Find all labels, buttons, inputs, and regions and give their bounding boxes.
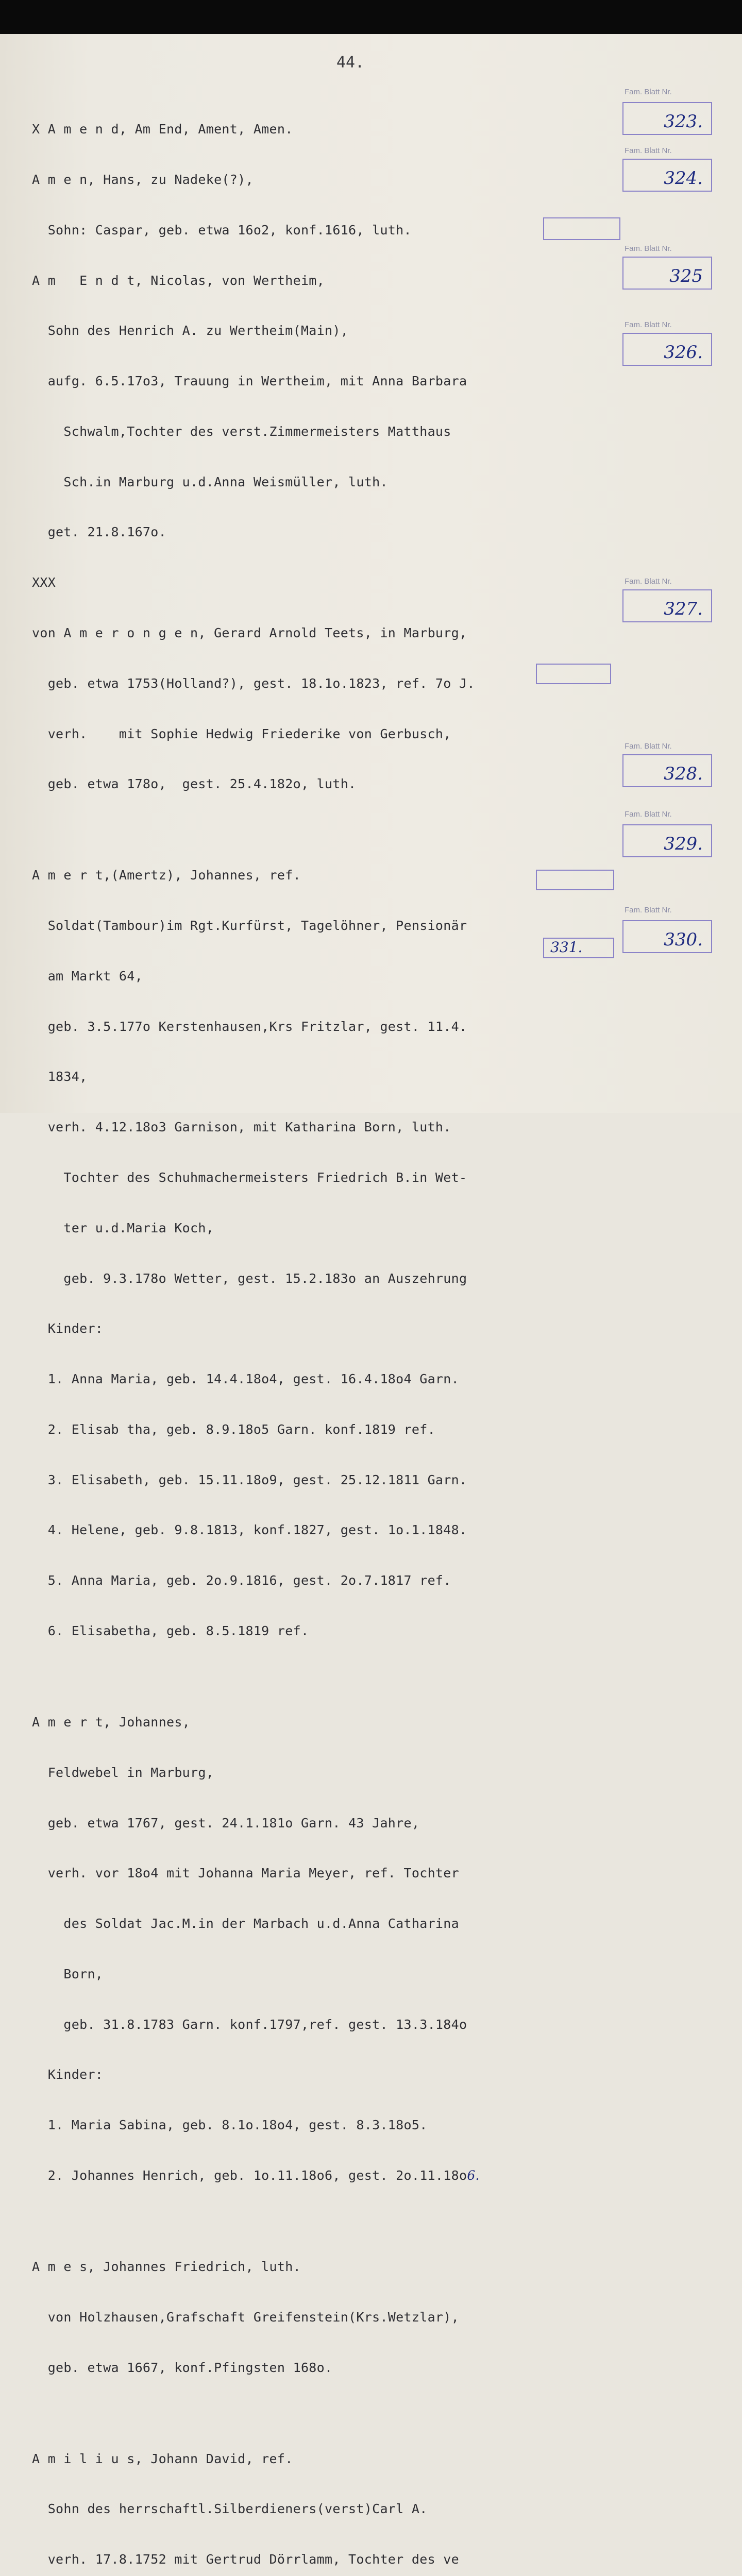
text-line: ter u.d.Maria Koch,	[32, 1220, 214, 1235]
text-line: Kinder:	[32, 1321, 104, 1336]
fam-blatt-number: 323.	[664, 111, 703, 132]
text-segment: 2. Johannes Henrich, geb. 1o.11.18o6, gest. 2o.11.18o	[32, 2168, 467, 2183]
text-line: get. 21.8.167o.	[32, 524, 166, 540]
text-line: aufg. 6.5.17o3, Trauung in Wertheim, mit Anna Barbara	[32, 374, 467, 389]
fam-blatt-number: 324.	[664, 168, 703, 189]
text-line: geb. 31.8.1783 Garn. konf.1797,ref. gest. 13.3.184o	[32, 2016, 467, 2032]
fam-blatt-label: Fam. Blatt Nr.	[625, 742, 672, 751]
text-line: 2. Elisab tha, geb. 8.9.18o5 Garn. konf.1819 ref.	[32, 1421, 435, 1437]
text-line: des Soldat Jac.M.in der Marbach u.d.Anna Catharina	[32, 1916, 459, 1931]
fam-blatt-box	[622, 754, 712, 787]
text-line: 1. Anna Maria, geb. 14.4.18o4, gest. 16.4.18o4 Garn.	[32, 1371, 459, 1387]
text-line: am Markt 64,	[32, 968, 143, 984]
text-line: verh. mit Sophie Hedwig Friederike von Gerbusch,	[32, 726, 451, 741]
fam-blatt-box	[622, 102, 712, 135]
fam-blatt-box	[622, 257, 712, 290]
fam-blatt-label: Fam. Blatt Nr.	[625, 906, 672, 914]
text-line: 1. Maria Sabina, geb. 8.1o.18o4, gest. 8.3.18o5.	[32, 2117, 428, 2133]
top-black-border	[0, 0, 742, 34]
fam-blatt-number: 326.	[664, 342, 703, 363]
fam-blatt-box	[622, 589, 712, 622]
text-line: 3. Elisabeth, geb. 15.11.18o9, gest. 25.12.1811 Garn.	[32, 1472, 467, 1487]
text-line: verh. 4.12.18o3 Garnison, mit Katharina Born, luth.	[32, 1120, 451, 1135]
text-line: Sch.in Marburg u.d.Anna Weismüller, luth.	[32, 474, 388, 489]
fam-blatt-box	[622, 333, 712, 366]
text-line: XXX	[32, 575, 56, 590]
text-line: Sohn des Henrich A. zu Wertheim(Main),	[32, 323, 349, 338]
text-line: Tochter des Schuhmachermeisters Friedrich B.in Wet-	[32, 1170, 467, 1185]
fam-blatt-number: 325	[669, 266, 703, 286]
fam-blatt-number: 330.	[664, 929, 703, 950]
text-line: Sohn des herrschaftl.Silberdieners(verst)Carl A.	[32, 2501, 428, 2517]
fam-blatt-label: Fam. Blatt Nr.	[625, 88, 672, 96]
fam-blatt-number: 327.	[664, 599, 703, 619]
fam-blatt-label: Fam. Blatt Nr.	[625, 810, 672, 819]
page-number: 44.	[336, 54, 365, 72]
text-line: X A m e n d, Am End, Ament, Amen.	[32, 122, 293, 137]
text-line: A m e s, Johannes Friedrich, luth.	[32, 2259, 301, 2274]
inline-reference-number: 331.	[550, 939, 583, 956]
text-line	[32, 2167, 609, 2184]
text-line: Schwalm,Tochter des verst.Zimmermeisters Matthaus	[32, 423, 451, 439]
text-line: A m e r t,(Amertz), Johannes, ref.	[32, 868, 301, 883]
text-line: geb. etwa 1667, konf.Pfingsten 168o.	[32, 2360, 333, 2375]
text-line: A m e r t, Johannes,	[32, 1715, 191, 1730]
text-line: von Holzhausen,Grafschaft Greifenstein(Krs.Wetzlar),	[32, 2309, 459, 2325]
fam-blatt-label: Fam. Blatt Nr.	[625, 244, 672, 253]
register-text	[32, 88, 609, 2576]
empty-reference-box	[543, 217, 620, 240]
empty-reference-box	[536, 870, 614, 890]
text-line: A m e n, Hans, zu Nadeke(?),	[32, 172, 254, 187]
text-line: geb. 9.3.178o Wetter, gest. 15.2.183o an Auszehrung	[32, 1270, 467, 1286]
empty-reference-box	[536, 664, 611, 684]
fam-blatt-box	[622, 159, 712, 192]
fam-blatt-label: Fam. Blatt Nr.	[625, 146, 672, 155]
text-line: 5. Anna Maria, geb. 2o.9.1816, gest. 2o.7.1817 ref.	[32, 1573, 451, 1588]
fam-blatt-number: 329.	[664, 834, 703, 854]
text-line: geb. etwa 178o, gest. 25.4.182o, luth.	[32, 776, 357, 792]
text-line: Born,	[32, 1966, 104, 1981]
text-line: 6. Elisabetha, geb. 8.5.1819 ref.	[32, 1623, 309, 1639]
fam-blatt-box	[622, 824, 712, 857]
fam-blatt-number: 328.	[664, 764, 703, 784]
text-line: Feldwebel in Marburg,	[32, 1765, 214, 1780]
text-line: verh. vor 18o4 mit Johanna Maria Meyer, ref. Tochter	[32, 1866, 459, 1881]
text-line: geb. etwa 1753(Holland?), gest. 18.1o.1823, ref. 7o J.	[32, 675, 475, 691]
handwritten-digit: 6.	[467, 2168, 480, 2183]
fam-blatt-label: Fam. Blatt Nr.	[625, 577, 672, 586]
text-line: 1834,	[32, 1069, 88, 1084]
inline-reference-box	[543, 938, 614, 958]
text-line: geb. 3.5.177o Kerstenhausen,Krs Fritzlar, gest. 11.4.	[32, 1019, 467, 1034]
text-line: 4. Helene, geb. 9.8.1813, konf.1827, gest. 1o.1.1848.	[32, 1522, 467, 1538]
text-line: A m E n d t, Nicolas, von Wertheim,	[32, 273, 325, 288]
text-line: verh. 17.8.1752 mit Gertrud Dörrlamm, Tochter des ve	[32, 2552, 459, 2567]
text-line: von A m e r o n g e n, Gerard Arnold Teets, in Marburg,	[32, 625, 467, 640]
text-line: Sohn: Caspar, geb. etwa 16o2, konf.1616, luth.	[32, 222, 412, 238]
text-line: Kinder:	[32, 2067, 104, 2082]
text-line: A m i l i u s, Johann David, ref.	[32, 2451, 293, 2466]
fam-blatt-box	[622, 920, 712, 953]
text-line: Soldat(Tambour)im Rgt.Kurfürst, Tagelöhner, Pensionär	[32, 918, 467, 934]
fam-blatt-label: Fam. Blatt Nr.	[625, 320, 672, 329]
text-line: geb. etwa 1767, gest. 24.1.181o Garn. 43 Jahre,	[32, 1815, 420, 1831]
